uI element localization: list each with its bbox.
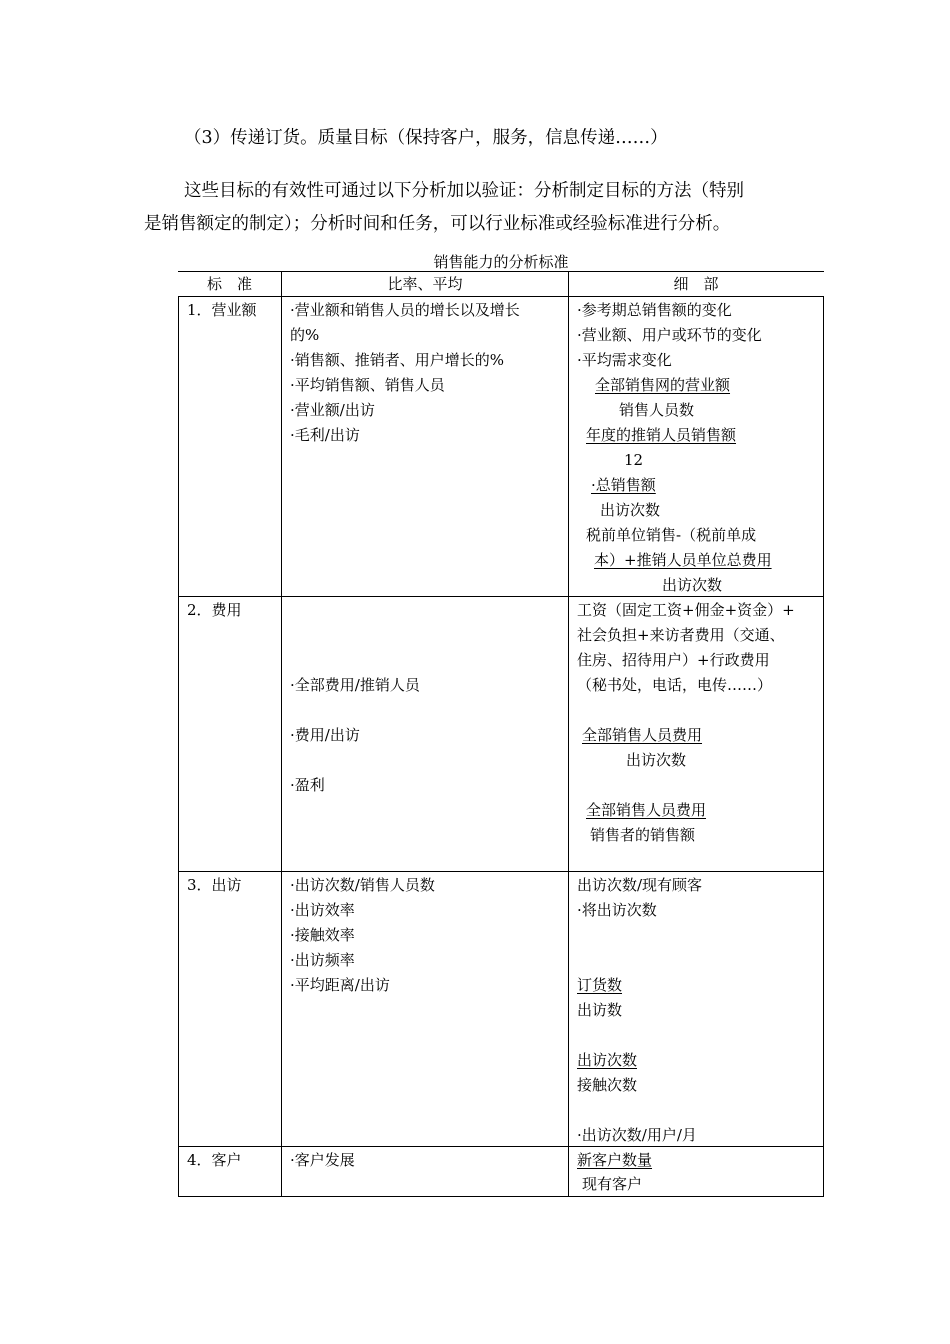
row-divider <box>178 1146 824 1147</box>
paragraph-quality-goal: （3）传递订货。质量目标（保持客户，服务，信息传递……） <box>184 128 668 148</box>
fraction-denominator: 接触次数 <box>577 1076 638 1094</box>
row-criterion-expenses: 2．费用 <box>187 601 242 619</box>
ratio-item: ·出访频率 <box>290 951 355 969</box>
ratio-item: ·接触效率 <box>290 926 355 944</box>
detail-item: ·平均需求变化 <box>577 351 672 369</box>
row-criterion-revenue: 1．营业额 <box>187 301 257 319</box>
row-divider <box>178 871 824 872</box>
fraction-denominator: 现有客户 <box>582 1175 643 1193</box>
row-criterion-visits: 3．出访 <box>187 876 242 894</box>
fraction-numerator: 新客户数量 <box>577 1151 653 1169</box>
fraction-numerator: 订货数 <box>577 976 623 994</box>
fraction-numerator: 本）+推销人员单位总费用 <box>594 551 772 569</box>
ratio-item: ·出访次数/销售人员数 <box>290 876 435 894</box>
ratio-item: ·盈利 <box>290 776 325 794</box>
column-divider <box>568 271 569 1197</box>
detail-item: 社会负担+来访者费用（交通、 <box>577 626 785 644</box>
detail-item: （秘书处，电话，电传……） <box>577 676 773 694</box>
header-details: 细 部 <box>673 275 719 293</box>
table-left-border <box>178 296 179 1197</box>
detail-item: 税前单位销售-（税前单成 <box>586 526 757 544</box>
header-ratios: 比率、平均 <box>387 275 463 293</box>
fraction-denominator: 销售人员数 <box>619 401 695 419</box>
ratio-item: ·营业额/出访 <box>290 401 375 419</box>
table-right-border <box>823 296 824 1197</box>
ratio-item: 的% <box>290 326 320 344</box>
fraction-numerator: ·总销售额 <box>591 476 656 494</box>
ratio-item: ·客户发展 <box>290 1151 355 1169</box>
ratio-item: ·出访效率 <box>290 901 355 919</box>
detail-item: 工资（固定工资+佣金+资金）+ <box>577 601 795 619</box>
fraction-numerator: 全部销售人员费用 <box>582 726 703 744</box>
ratio-item: ·费用/出访 <box>290 726 360 744</box>
fraction-denominator: 出访次数 <box>662 576 723 594</box>
paragraph-verification-line2: 是销售额定的制定）；分析时间和任务，可以行业标准或经验标准进行分析。 <box>144 214 731 234</box>
fraction-denominator: 出访数 <box>577 1001 623 1019</box>
header-criterion: 标 准 <box>206 275 252 293</box>
ratio-item: ·销售额、推销者、用户增长的% <box>290 351 505 369</box>
fraction-numerator: 全部销售网的营业额 <box>595 376 731 394</box>
fraction-numerator: 出访次数 <box>577 1051 638 1069</box>
paragraph-verification-line1: 这些目标的有效性可通过以下分析加以验证：分析制定目标的方法（特别 <box>184 181 744 201</box>
row-divider <box>178 596 824 597</box>
row-criterion-customers: 4．客户 <box>187 1151 242 1169</box>
detail-item: ·参考期总销售额的变化 <box>577 301 732 319</box>
fraction-numerator: 全部销售人员费用 <box>586 801 707 819</box>
fraction-denominator: 出访次数 <box>600 501 661 519</box>
ratio-item: ·全部费用/推销人员 <box>290 676 420 694</box>
detail-item: ·将出访次数 <box>577 901 657 919</box>
detail-item: ·营业额、用户或环节的变化 <box>577 326 762 344</box>
ratio-item: ·平均销售额、销售人员 <box>290 376 445 394</box>
ratio-item: ·营业额和销售人员的增长以及增长 <box>290 301 520 319</box>
detail-item: 出访次数/现有顾客 <box>577 876 703 894</box>
fraction-denominator: 出访次数 <box>626 751 687 769</box>
detail-item: ·出访次数/用户/月 <box>577 1126 697 1144</box>
column-divider <box>281 271 282 1197</box>
fraction-numerator: 年度的推销人员销售额 <box>586 426 737 444</box>
table-caption: 销售能力的分析标准 <box>433 253 569 271</box>
detail-item: 住房、招待用户）+行政费用 <box>577 651 770 669</box>
ratio-item: ·毛利/出访 <box>290 426 360 444</box>
fraction-denominator: 12 <box>624 451 644 469</box>
table-bottom-rule <box>178 1196 824 1197</box>
ratio-item: ·平均距离/出访 <box>290 976 390 994</box>
fraction-denominator: 销售者的销售额 <box>590 826 696 844</box>
